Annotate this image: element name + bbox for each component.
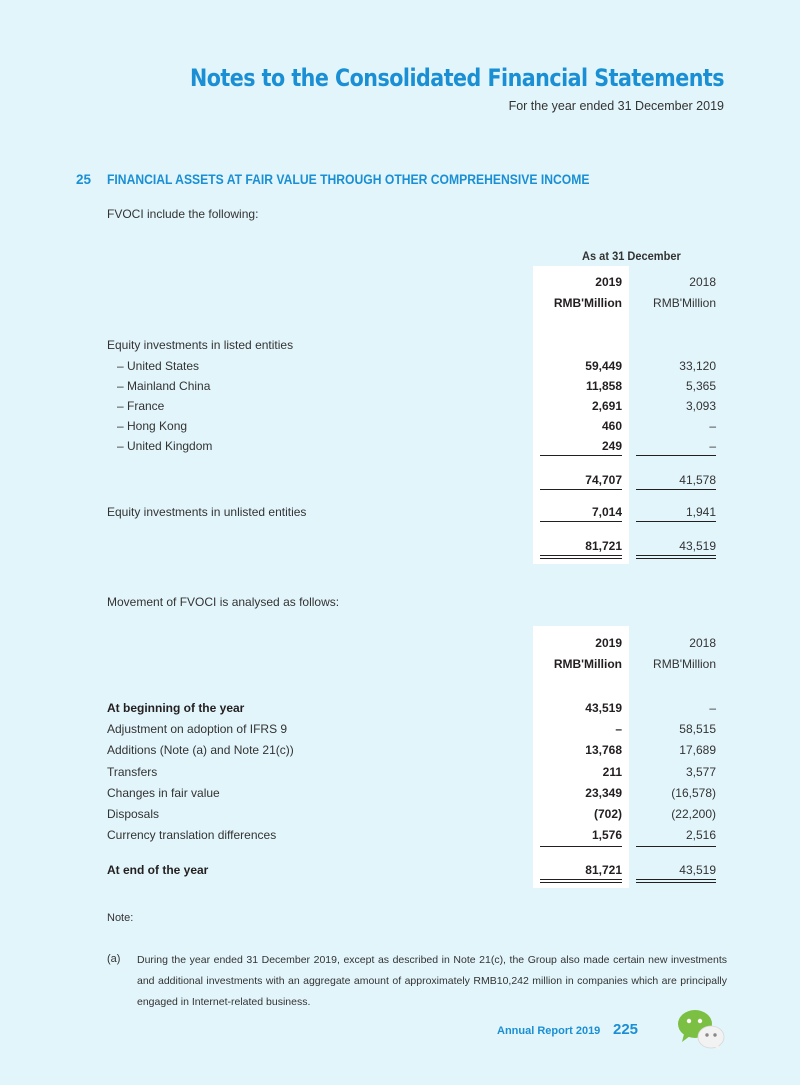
total-rule [540,521,622,522]
page-title: Notes to the Consolidated Financial Statements [189,64,724,92]
listed-heading: Equity investments in listed entities [107,338,294,352]
end-value-2019: 81,721 [585,863,622,877]
movement-year-2018: 2018 [689,636,716,650]
row-label: Changes in fair value [107,786,220,800]
footer-label: Annual Report 2019 [497,1025,601,1037]
row-value-2019: (702) [593,807,622,821]
row-value-2019: 59,449 [585,359,622,373]
end-label: At end of the year [107,863,209,877]
row-value-2018: 2,516 [685,828,716,842]
movement-intro: Movement of FVOCI is analysed as follows: [107,595,340,609]
note-marker: (a) [107,953,121,965]
row-label: – France [117,399,165,413]
wechat-logo-icon [676,1008,726,1052]
section-number: 25 [76,172,92,187]
row-value-2019: 2,691 [591,399,622,413]
page-subtitle: For the year ended 31 December 2019 [508,99,724,113]
row-label: – Hong Kong [117,419,188,433]
section-intro: FVOCI include the following: [107,207,259,221]
unlisted-value-2019: 7,014 [591,505,622,519]
section-title: FINANCIAL ASSETS AT FAIR VALUE THROUGH OTHER COMPREHENSIVE INCOME [107,172,590,187]
row-value-2019: 211 [602,765,622,779]
table1-year-2018: 2018 [689,275,716,289]
listed-total-2018: 41,578 [679,473,716,487]
row-label: – Mainland China [117,379,211,393]
double-rule [636,879,716,883]
row-value-2019: 13,768 [585,743,622,757]
row-label: Disposals [107,807,160,821]
row-value-2018: 3,577 [685,765,716,779]
double-rule [540,555,622,559]
row-label: Currency translation differences [107,828,277,842]
note-text: During the year ended 31 December 2019, except as described in Note 21(c), the Group also made certain new investments and additional investments with an aggregate amount of approximately RMB10,242 million in companies which are principally engaged in Internet-related business. [137,954,727,1008]
row-value-2019: 11,858 [585,379,622,393]
row-value-2018: – [709,701,716,715]
row-value-2019: 1,576 [591,828,622,842]
movement-unit-2019: RMB'Million [553,657,622,671]
row-label: Additions (Note (a) and Note 21(c)) [107,743,294,757]
subtotal-rule [636,489,716,490]
row-value-2018: 3,093 [685,399,716,413]
row-value-2018: 5,365 [685,379,716,393]
row-value-2018: (16,578) [671,786,716,800]
row-value-2018: 17,689 [679,743,716,757]
subtotal-rule [540,846,622,847]
subtotal-rule [540,455,622,456]
end-value-2018: 43,519 [679,863,716,877]
subtotal-rule [636,846,716,847]
grand-total-2018: 43,519 [679,539,716,553]
unlisted-label: Equity investments in unlisted entities [107,505,307,519]
table1-unit-2019: RMB'Million [553,296,622,310]
row-value-2018: (22,200) [671,807,716,821]
total-rule [636,521,716,522]
row-value-2018: 58,515 [679,722,716,736]
double-rule [636,555,716,559]
subtotal-rule [636,455,716,456]
row-label: – United States [117,359,200,373]
notes-heading: Note: [107,912,134,924]
row-value-2019: 249 [601,439,622,453]
row-label: Transfers [107,765,158,779]
row-value-2018: – [709,439,716,453]
table1-highlight-column [533,266,629,564]
subtotal-rule [540,489,622,490]
unlisted-value-2018: 1,941 [685,505,716,519]
row-value-2019: – [615,722,622,736]
listed-total-2019: 74,707 [585,473,622,487]
table1-group-header: As at 31 December [582,249,681,263]
row-label: – United Kingdom [117,439,213,453]
table1-year-2019: 2019 [595,275,622,289]
table1-unit-2018: RMB'Million [653,296,716,310]
row-value-2019: 23,349 [585,786,622,800]
double-rule [540,879,622,883]
row-value-2018: – [709,419,716,433]
movement-unit-2018: RMB'Million [653,657,716,671]
row-value-2019: 43,519 [585,701,622,715]
row-label: At beginning of the year [107,701,245,715]
movement-year-2019: 2019 [595,636,622,650]
row-value-2018: 33,120 [679,359,716,373]
grand-total-2019: 81,721 [585,539,622,553]
row-label: Adjustment on adoption of IFRS 9 [107,722,288,736]
page-number: 225 [613,1021,639,1038]
row-value-2019: 460 [601,419,622,433]
